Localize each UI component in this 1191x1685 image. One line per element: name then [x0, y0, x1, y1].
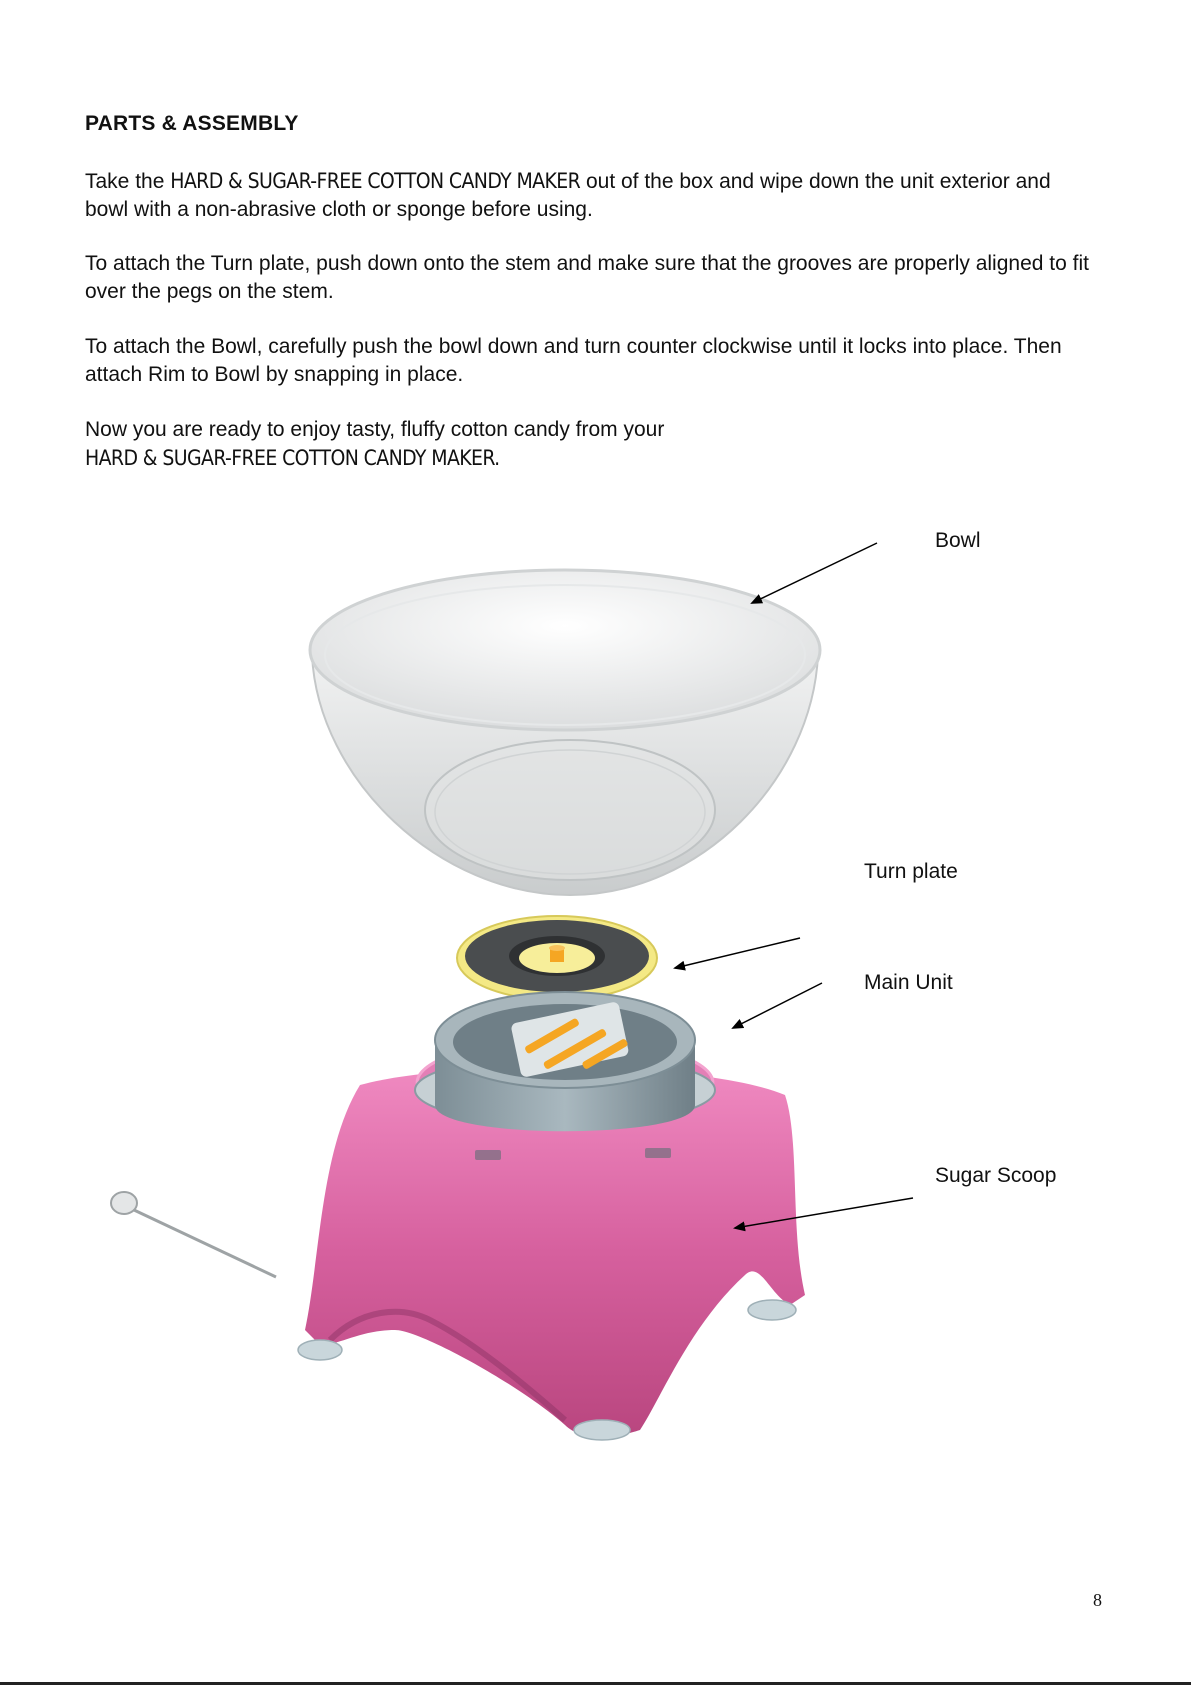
paragraph-unpack-text-b: out of the box and wipe down the unit exterior and bowl with a non-abrasive cloth or sponge before using. [85, 170, 1051, 221]
sugar-scoop-label: Sugar Scoop [935, 1164, 1057, 1187]
bowl-arrow [752, 543, 877, 603]
paragraph-turn-plate: To attach the Turn plate, push down onto the stem and make sure that the grooves are properly aligned to fit over the pegs on the stem. [85, 252, 1089, 303]
paragraph-ready-text: Now you are ready to enjoy tasty, fluffy cotton candy from your [85, 418, 665, 441]
sugar-scoop-part [111, 1192, 276, 1277]
page-number: 8 [1093, 1590, 1102, 1610]
turn-plate-label: Turn plate [864, 860, 958, 883]
paragraph-bowl: To attach the Bowl, carefully push the bowl down and turn counter clockwise until it locks into place. Then attach Rim to Bowl by snapping in place. [85, 335, 1062, 386]
brand-name: HARD & SUGAR-FREE COTTON CANDY MAKER [170, 169, 581, 193]
paragraph-unpack-text-a: Take the [85, 170, 171, 193]
main-unit-label: Main Unit [864, 971, 953, 994]
turn-plate-arrow [675, 938, 800, 968]
main-unit-arrow [733, 983, 822, 1028]
bowl-part [310, 570, 820, 895]
section-heading: PARTS & ASSEMBLY [85, 112, 299, 135]
brand-name: HARD & SUGAR-FREE COTTON CANDY MAKER. [85, 446, 500, 470]
bowl-label: Bowl [935, 529, 981, 552]
